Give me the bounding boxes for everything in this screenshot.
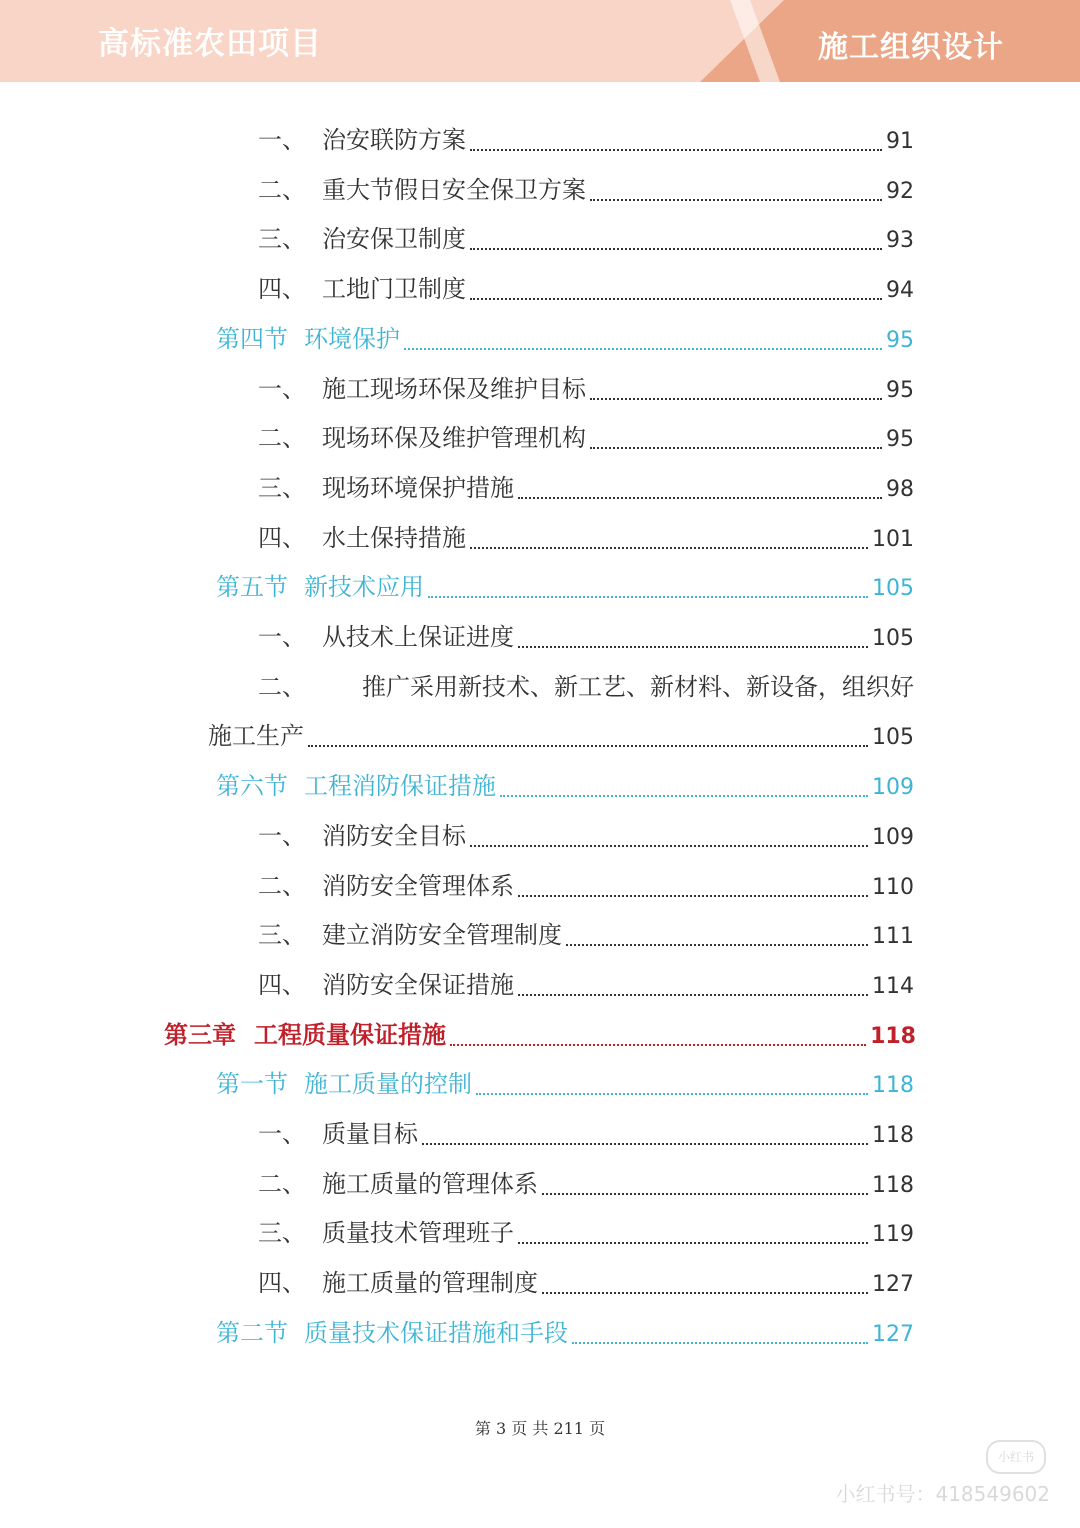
toc-entry[interactable]: [258, 965, 914, 1005]
toc-entry-label: 水土保持措施: [322, 524, 466, 552]
toc-chapter[interactable]: [164, 1015, 916, 1055]
toc-entry-number: 第四节: [216, 325, 288, 353]
page-footer: 第 3 页 共 211 页: [474, 1419, 606, 1438]
toc-entry[interactable]: [258, 219, 914, 259]
dot-leader: [518, 993, 868, 996]
toc-page-number: 98: [886, 477, 914, 502]
toc-page-number: 95: [886, 427, 914, 452]
toc-entry-label: 工地门卫制度: [322, 275, 466, 303]
toc-entry-number: 第二节: [216, 1319, 288, 1347]
toc-page-number: 118: [870, 1024, 916, 1049]
watermark-id: 小红书号：418549602: [835, 1482, 1050, 1506]
toc-page-number: 109: [872, 775, 914, 800]
toc-entry-number: 第三章: [164, 1020, 236, 1049]
dot-leader: [590, 446, 882, 449]
dot-leader: [308, 744, 868, 747]
toc-page-number: 118: [872, 1123, 914, 1148]
dot-leader: [590, 397, 882, 400]
toc-entry-label: 质量技术管理班子: [322, 1219, 514, 1247]
toc-entry-label: 施工质量的管理体系: [322, 1170, 538, 1198]
project-title: 高标准农田项目: [98, 26, 322, 62]
toc-entry-label: 施工现场环保及维护目标: [322, 375, 586, 403]
toc-entry[interactable]: [258, 866, 914, 906]
toc-page-number: 111: [872, 924, 914, 949]
toc-entry-label: 消防安全保证措施: [322, 971, 514, 999]
toc-entry-number: 二、: [258, 872, 306, 900]
toc-entry-number: 一、: [258, 1120, 306, 1148]
dot-leader: [542, 1291, 868, 1294]
toc-entry-number: 第六节: [216, 772, 288, 800]
toc-page-number: 94: [886, 278, 914, 303]
toc-entry[interactable]: [258, 1213, 914, 1253]
toc-entry-number: 三、: [258, 225, 306, 253]
toc-page-number: 110: [872, 875, 914, 900]
toc-entry[interactable]: [258, 369, 914, 409]
toc-entry-label: 环境保护: [304, 325, 400, 353]
toc-entry-number: 二、: [258, 1170, 306, 1198]
toc-entry-number: 四、: [258, 971, 306, 999]
toc-page-number: 114: [872, 974, 914, 999]
dot-leader: [450, 1043, 866, 1046]
toc-entry[interactable]: [258, 120, 914, 160]
toc-entry-label: 施工生产: [208, 722, 304, 750]
watermark-logo: 小红书: [986, 1440, 1046, 1474]
toc-entry-label: 现场环境保护措施: [322, 474, 514, 502]
toc-entry[interactable]: [258, 468, 914, 508]
toc-page-number: 105: [872, 725, 914, 750]
dot-leader: [470, 844, 868, 847]
toc-entry-number: 二、: [258, 424, 306, 452]
toc-entry[interactable]: [208, 716, 914, 756]
toc-entry[interactable]: [258, 915, 914, 955]
toc-page-number: 92: [886, 179, 914, 204]
toc-entry-number: 一、: [258, 623, 306, 651]
toc-entry-label: 治安联防方案: [322, 126, 466, 154]
toc-entry-label: 质量目标: [322, 1120, 418, 1148]
dot-leader: [470, 148, 882, 151]
toc-section[interactable]: [216, 766, 914, 806]
dot-leader: [518, 894, 868, 897]
toc-entry-number: 二、: [258, 673, 306, 701]
toc-entry-label: 工程质量保证措施: [254, 1020, 446, 1049]
toc-page-number: 109: [872, 825, 914, 850]
toc-entry[interactable]: [258, 269, 914, 309]
toc-page-number: 95: [886, 378, 914, 403]
dot-leader: [518, 496, 882, 499]
toc-entry[interactable]: [258, 816, 914, 856]
toc-page-number: 93: [886, 228, 914, 253]
toc-page-number: 101: [872, 527, 914, 552]
toc-entry-label: 质量技术保证措施和手段: [304, 1319, 568, 1347]
toc-entry-number: 一、: [258, 822, 306, 850]
toc-entry-label: 现场环保及维护管理机构: [322, 424, 586, 452]
toc-entry-label: 施工质量的管理制度: [322, 1269, 538, 1297]
dot-leader: [404, 347, 882, 350]
toc-entry-number: 四、: [258, 275, 306, 303]
dot-leader: [428, 595, 868, 598]
toc-section[interactable]: [216, 1064, 914, 1104]
toc-entry-label: 工程消防保证措施: [304, 772, 496, 800]
dot-leader: [470, 297, 882, 300]
document-title: 施工组织设计: [818, 30, 1004, 65]
dot-leader: [500, 794, 868, 797]
toc-section[interactable]: [216, 567, 914, 607]
dot-leader: [476, 1092, 868, 1095]
dot-leader: [422, 1142, 868, 1145]
toc-entry-label: 推广采用新技术、新工艺、新材料、新设备，组织好: [362, 673, 914, 701]
toc-entry[interactable]: [258, 170, 914, 210]
toc-page-number: 95: [886, 328, 914, 353]
toc-entry-number: 一、: [258, 375, 306, 403]
toc-entry[interactable]: [258, 1114, 914, 1154]
toc-page-number: 127: [872, 1272, 914, 1297]
toc-entry[interactable]: [258, 1263, 914, 1303]
toc-entry[interactable]: [258, 418, 914, 458]
toc-entry[interactable]: [258, 667, 914, 702]
toc-entry-number: 第五节: [216, 573, 288, 601]
toc-entry-label: 建立消防安全管理制度: [322, 921, 562, 949]
toc-entry-label: 消防安全管理体系: [322, 872, 514, 900]
toc-entry-label: 治安保卫制度: [322, 225, 466, 253]
dot-leader: [572, 1341, 868, 1344]
toc-page-number: 118: [872, 1073, 914, 1098]
dot-leader: [590, 198, 882, 201]
toc-entry-number: 一、: [258, 126, 306, 154]
toc-entry-number: 三、: [258, 474, 306, 502]
toc-entry-label: 施工质量的控制: [304, 1070, 472, 1098]
toc-entry-number: 二、: [258, 176, 306, 204]
dot-leader: [518, 1241, 868, 1244]
toc-entry-number: 四、: [258, 524, 306, 552]
toc-entry-number: 第一节: [216, 1070, 288, 1098]
toc-page-number: 105: [872, 576, 914, 601]
toc-page-number: 91: [886, 129, 914, 154]
toc-entry-label: 重大节假日安全保卫方案: [322, 176, 586, 204]
toc-entry-label: 消防安全目标: [322, 822, 466, 850]
toc-section[interactable]: [216, 319, 914, 359]
toc-entry-number: 四、: [258, 1269, 306, 1297]
dot-leader: [518, 645, 868, 648]
toc-section[interactable]: [216, 1313, 914, 1353]
dot-leader: [470, 546, 868, 549]
toc-entry-number: 三、: [258, 1219, 306, 1247]
toc-entry-label: 新技术应用: [304, 573, 424, 601]
toc-page-number: 105: [872, 626, 914, 651]
toc-entry-number: 三、: [258, 921, 306, 949]
toc-page-number: 127: [872, 1322, 914, 1347]
toc-entry[interactable]: [258, 617, 914, 657]
dot-leader: [470, 247, 882, 250]
toc-entry[interactable]: [258, 1164, 914, 1204]
dot-leader: [566, 943, 868, 946]
dot-leader: [542, 1192, 868, 1195]
toc-entry-label: 从技术上保证进度: [322, 623, 514, 651]
page-header: [0, 0, 1080, 82]
toc-page-number: 119: [872, 1222, 914, 1247]
toc-page-number: 118: [872, 1173, 914, 1198]
toc-entry[interactable]: [258, 518, 914, 558]
